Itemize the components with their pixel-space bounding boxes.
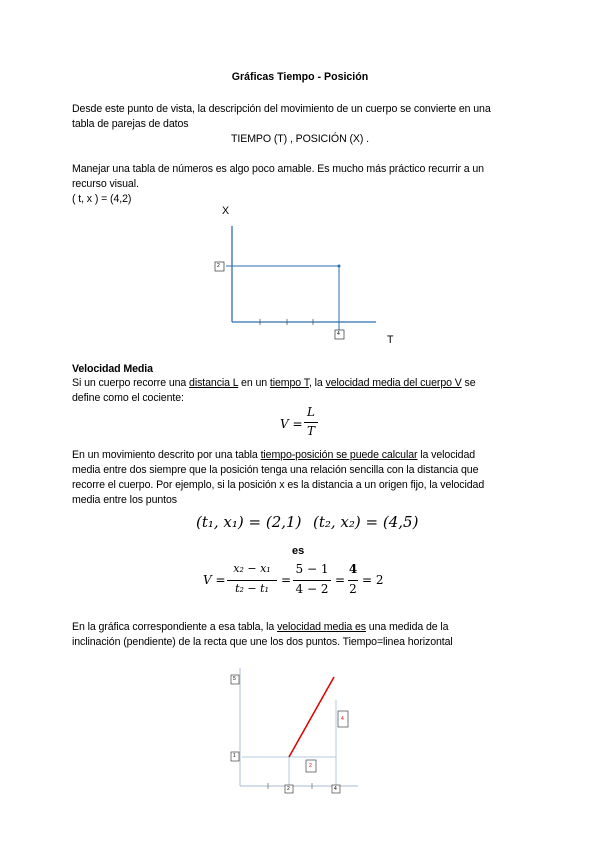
veq-f1-den: t₂ − t₁ — [235, 582, 269, 595]
veq-eq1: = — [281, 573, 292, 587]
graph1-y-label: X — [222, 205, 229, 217]
text-run: En la gráfica correspondiente a esa tabla, la — [72, 621, 278, 633]
velocidad-heading: Velocidad Media — [72, 363, 153, 375]
text-run: Si un cuerpo recorre una — [72, 377, 190, 389]
velocidad-link: velocidad media del cuerpo V — [325, 377, 462, 389]
text-run: en un — [238, 377, 270, 389]
veq-f2-den: 4 − 2 — [295, 582, 329, 596]
graph2-delta-y-label: 4 — [341, 716, 344, 722]
formula-v-lhs: V = — [280, 417, 303, 431]
para3-line-2: media entre dos siempre que la posición tenga una relación sencilla con la distancia que — [72, 464, 479, 476]
page-title: Gráficas Tiempo - Posición — [231, 71, 369, 83]
para4-line-2: inclinación (pendiente) de la recta que une los dos puntos. Tiempo=linea horizontal — [72, 636, 453, 648]
tiempo-posicion-link: tiempo-posición se puede calcular — [260, 449, 418, 461]
para2-line-2: recurso visual. — [72, 178, 139, 190]
formula-num: L — [307, 405, 315, 419]
veq-result: = 2 — [362, 573, 384, 587]
formula-den: T — [306, 424, 315, 438]
text-run: una medida de la — [365, 621, 449, 633]
para3-line-3: recorre el cuerpo. Por ejemplo, si la posición x es la distancia a un origen fijo, la velocidad — [72, 479, 485, 491]
intro-center: TIEMPO (T) , POSICIÓN (X) . — [231, 133, 369, 145]
graph2-red-line — [289, 677, 334, 757]
velocidad-line-2: define como el cociente: — [72, 392, 184, 404]
para2-pair: ( t, x ) = (4,2) — [72, 193, 132, 205]
text-run: se — [461, 377, 476, 389]
veq-eq2: = — [335, 573, 346, 587]
veq-f3-num: 4 — [348, 562, 358, 576]
text-run: , la — [308, 377, 326, 389]
text-run: la velocidad — [417, 449, 476, 461]
intro-line-2: tabla de parejas de datos — [72, 118, 189, 130]
graph2-y-bottom-label: 1 — [233, 753, 236, 759]
graph2-delta-x-label: 2 — [309, 763, 312, 769]
veq-lhs: V = — [203, 573, 226, 587]
graph2-x-left-label: 2 — [287, 786, 290, 792]
distancia-link: distancia L — [189, 377, 239, 389]
tiempo-link: tiempo T — [269, 377, 309, 389]
graph1-x-label: T — [387, 334, 394, 346]
velocidad-media-link: velocidad media es — [277, 621, 366, 633]
text-run: En un movimiento descrito por una tabla — [72, 449, 261, 461]
veq-f2-num: 5 − 1 — [295, 562, 329, 576]
veq-f1-num: x₂ − x₁ — [233, 562, 271, 575]
para2-line-1: Manejar una tabla de números es algo poco amable. Es mucho más práctico recurrir a un — [72, 163, 484, 175]
graph1-x-box-label: 4 — [337, 331, 340, 337]
graph2-y-top-label: 5 — [233, 676, 236, 682]
point-2-eq: (t₂, x₂) = (4,5) — [313, 513, 419, 531]
intro-line-1: Desde este punto de vista, la descripción del movimiento de un cuerpo se convierte en una — [72, 103, 491, 115]
graph1-y-box-label: 2 — [217, 263, 220, 269]
es-label: es — [292, 545, 305, 557]
para3-line-4: media entre los puntos — [72, 494, 177, 506]
graph2-x-right-label: 4 — [334, 786, 337, 792]
point-1-eq: (t₁, x₁) = (2,1) — [196, 513, 302, 531]
veq-f3-den: 2 — [349, 582, 357, 596]
